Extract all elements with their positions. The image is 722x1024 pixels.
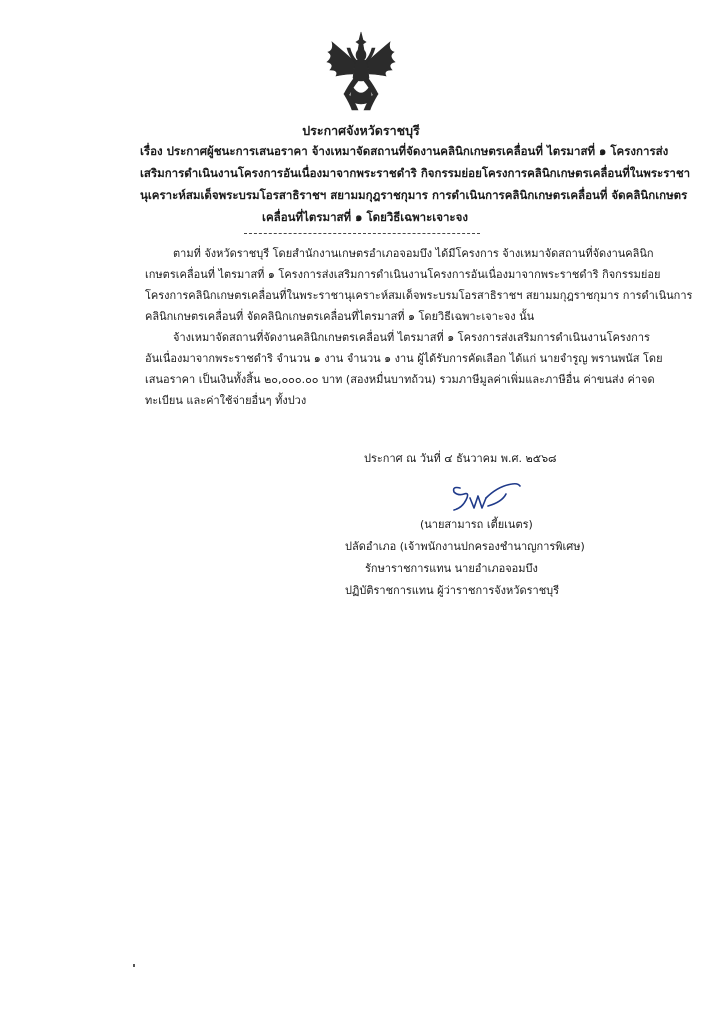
signatory-acting: รักษาราชการแทน นายอำเภอจอมบึง — [365, 562, 538, 575]
signature-icon — [446, 480, 528, 514]
paragraph-line: เสนอราคา เป็นเงินทั้งสิ้น ๒๐,๐๐๐.๐๐ บาท (สองหมื่นบาทถ้วน) รวมภาษีมูลค่าเพิ่มและภาษีอื่น ค่าขนส่ง ค่าจด — [145, 373, 655, 386]
signatory-position: ปลัดอำเภอ (เจ้าพนักงานปกครองชำนาญการพิเศษ) — [345, 540, 585, 553]
paragraph-line: คลินิกเกษตรเคลื่อนที่ จัดคลินิกเกษตรเคลื่อนที่ไตรมาสที่ ๑ โดยวิธีเฉพาะเจาะจง นั้น — [145, 310, 535, 323]
subject-line: เสริมการดำเนินงานโครงการอันเนื่องมาจากพระราชดำริ กิจกรรมย่อยโครงการคลินิกเกษตรเคลื่อนที่ในพระราชา — [140, 166, 691, 180]
signatory-name: (นายสามารถ เตี้ยเนตร) — [420, 518, 533, 531]
paragraph-line: ทะเบียน และค่าใช้จ่ายอื่นๆ ทั้งปวง — [145, 394, 307, 407]
subject-line: เคลื่อนที่ไตรมาสที่ ๑ โดยวิธีเฉพาะเจาะจง — [262, 210, 468, 224]
paragraph-line: เกษตรเคลื่อนที่ ไตรมาสที่ ๑ โครงการส่งเสริมการดำเนินงานโครงการอันเนื่องมาจากพระราชดำริ กิจกรรมย่อย — [145, 268, 661, 281]
subject-line: นุเคราะห์สมเด็จพระบรมโอรสาธิราชฯ สยามมกุฎราชกุมาร การดำเนินการคลินิกเกษตรเคลื่อนที่ จัดคลินิกเกษตร — [140, 188, 688, 202]
dashed-divider — [244, 233, 480, 234]
signatory-on-behalf: ปฏิบัติราชการแทน ผู้ว่าราชการจังหวัดราชบุรี — [345, 584, 560, 597]
organization-title: ประกาศจังหวัดราชบุรี — [302, 123, 420, 138]
subject-line: เรื่อง ประกาศผู้ชนะการเสนอราคา จ้างเหมาจัดสถานที่จัดงานคลินิกเกษตรเคลื่อนที่ ไตรมาสที่ ๑ โครงการส่ง — [140, 144, 669, 158]
paragraph-line: อันเนื่องมาจากพระราชดำริ จำนวน ๑ งาน จำนวน ๑ งาน ผู้ได้รับการคัดเลือก ได้แก่ นายจำรูญ พรานพนัส โดย — [145, 352, 663, 365]
garuda-emblem-icon — [322, 30, 400, 112]
announcement-date: ประกาศ ณ วันที่ ๔ ธันวาคม พ.ศ. ๒๕๖๘ — [364, 452, 557, 465]
subject-heading — [140, 140, 691, 228]
body-paragraph-1 — [145, 243, 693, 327]
scan-speck — [133, 964, 135, 967]
body-paragraph-2 — [145, 327, 663, 411]
paragraph-line: โครงการคลินิกเกษตรเคลื่อนที่ในพระราชานุเคราะห์สมเด็จพระบรมโอรสาธิราชฯ สยามมกุฎราชกุมาร การดำเนินการ — [145, 289, 693, 302]
paragraph-line: จ้างเหมาจัดสถานที่จัดงานคลินิกเกษตรเคลื่อนที่ ไตรมาสที่ ๑ โครงการส่งเสริมการดำเนินงานโครงการ — [173, 331, 650, 344]
paragraph-line: ตามที่ จังหวัดราชบุรี โดยสำนักงานเกษตรอำเภอจอมบึง ได้มีโครงการ จ้างเหมาจัดสถานที่จัดงานคลินิก — [173, 247, 654, 260]
signatory-block — [340, 514, 640, 602]
